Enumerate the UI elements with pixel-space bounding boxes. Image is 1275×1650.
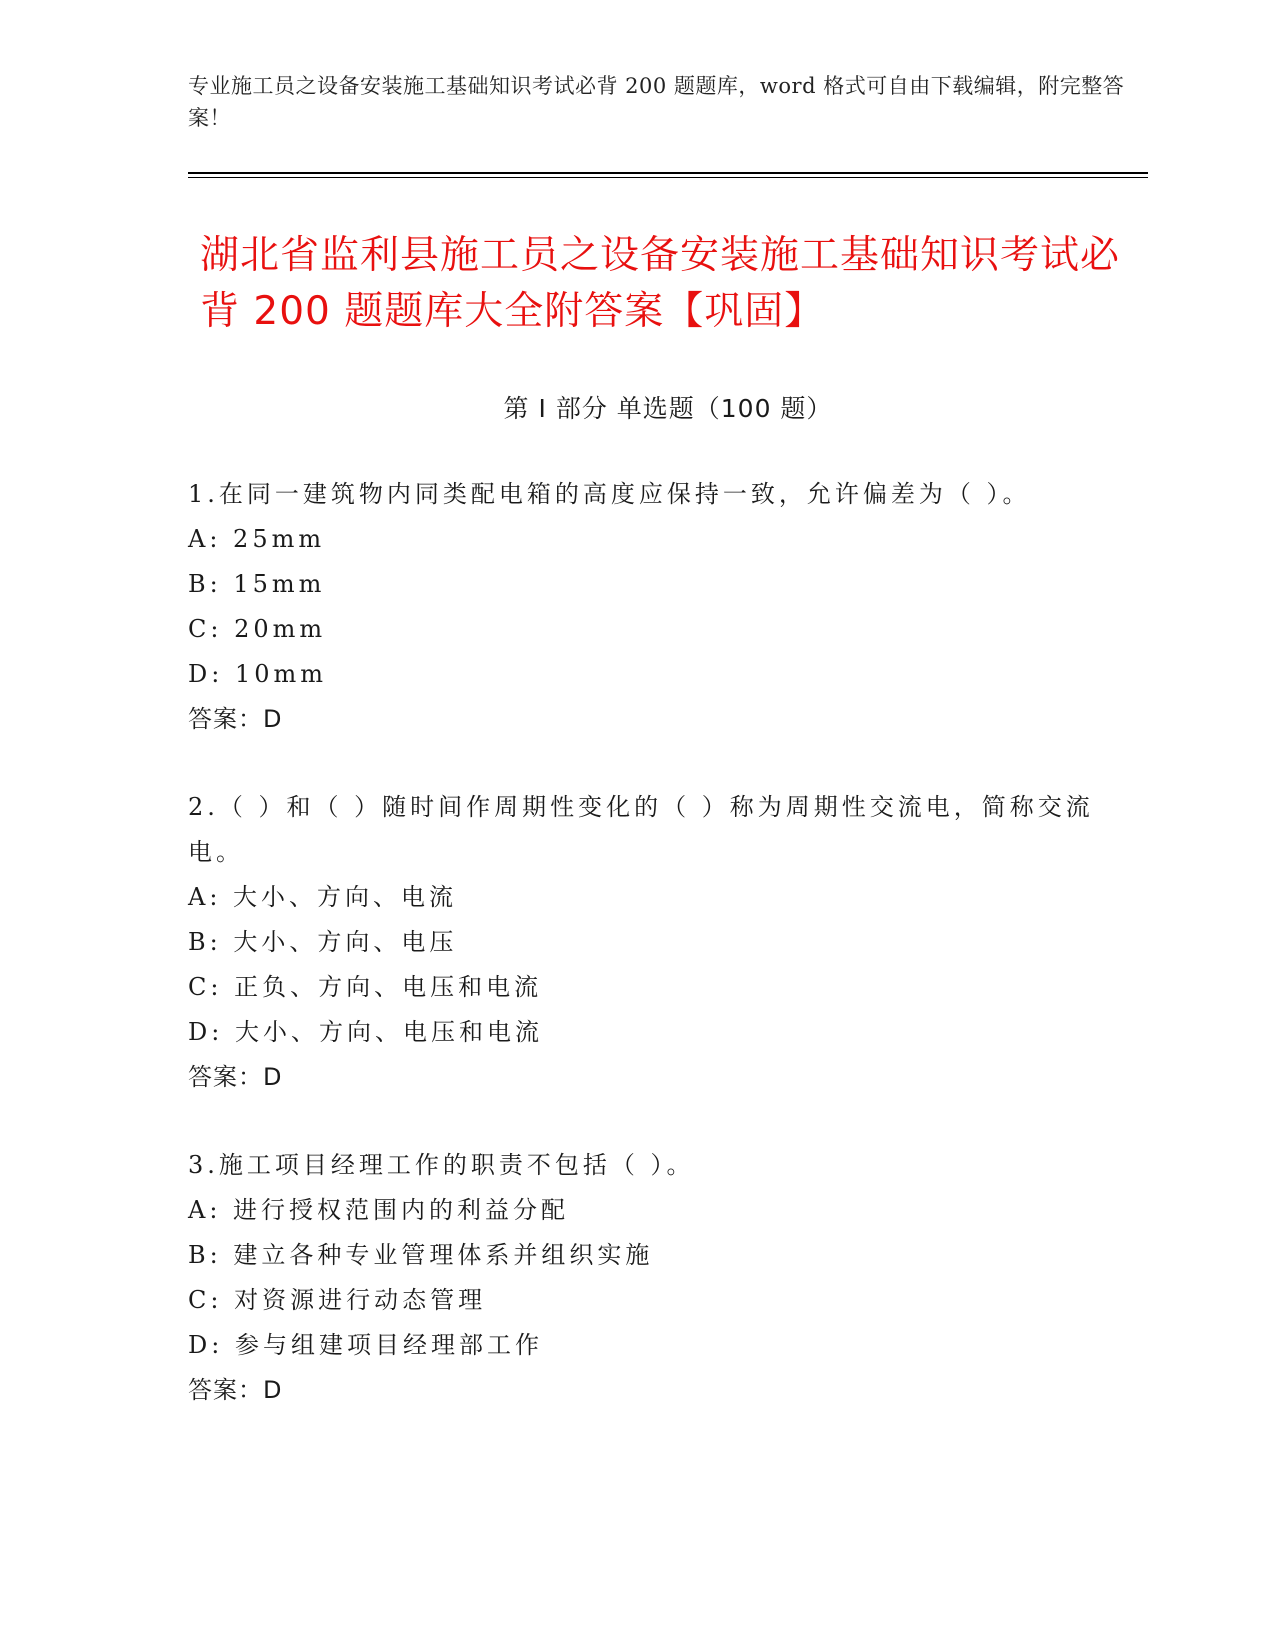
question-option: C: 对资源进行动态管理 (188, 1286, 487, 1314)
question-option: C: 20mm (188, 615, 327, 643)
question-answer: 答案：D (188, 705, 283, 733)
question-option: A: 大小、方向、电流 (188, 883, 458, 911)
question-item (188, 785, 1148, 1100)
question-option: B: 15mm (188, 570, 326, 598)
document-title: 湖北省监利县施工员之设备安装施工基础知识考试必背 200 题题库大全附答案【巩固】 (200, 233, 1121, 334)
question-text: 2.（ ）和（ ）随时间作周期性变化的（ ）称为周期性交流电，简称交流电。 (188, 793, 1094, 866)
header-divider (188, 172, 1148, 178)
question-list (188, 472, 1148, 1413)
question-option: B: 建立各种专业管理体系并组织实施 (188, 1241, 654, 1269)
question-option: D: 10mm (188, 660, 328, 688)
header-note: 专业施工员之设备安装施工基础知识考试必背 200 题题库，word 格式可自由下载编辑，附完整答案！ (188, 74, 1125, 130)
question-answer: 答案：D (188, 1376, 283, 1404)
question-answer: 答案：D (188, 1063, 283, 1091)
question-option: B: 大小、方向、电压 (188, 928, 458, 956)
section-title: 第 I 部分 单选题（100 题） (503, 394, 833, 423)
question-option: A: 25mm (188, 525, 326, 553)
question-option: D: 参与组建项目经理部工作 (188, 1331, 543, 1359)
question-option: A: 进行授权范围内的利益分配 (188, 1196, 570, 1224)
question-option: C: 正负、方向、电压和电流 (188, 973, 543, 1001)
document-page (188, 70, 1148, 1456)
question-item (188, 1143, 1148, 1413)
question-text: 1.在同一建筑物内同类配电箱的高度应保持一致，允许偏差为（ ）。 (188, 480, 1031, 508)
question-option: D: 大小、方向、电压和电流 (188, 1018, 543, 1046)
question-text: 3.施工项目经理工作的职责不包括（ ）。 (188, 1151, 695, 1179)
question-item (188, 472, 1148, 742)
